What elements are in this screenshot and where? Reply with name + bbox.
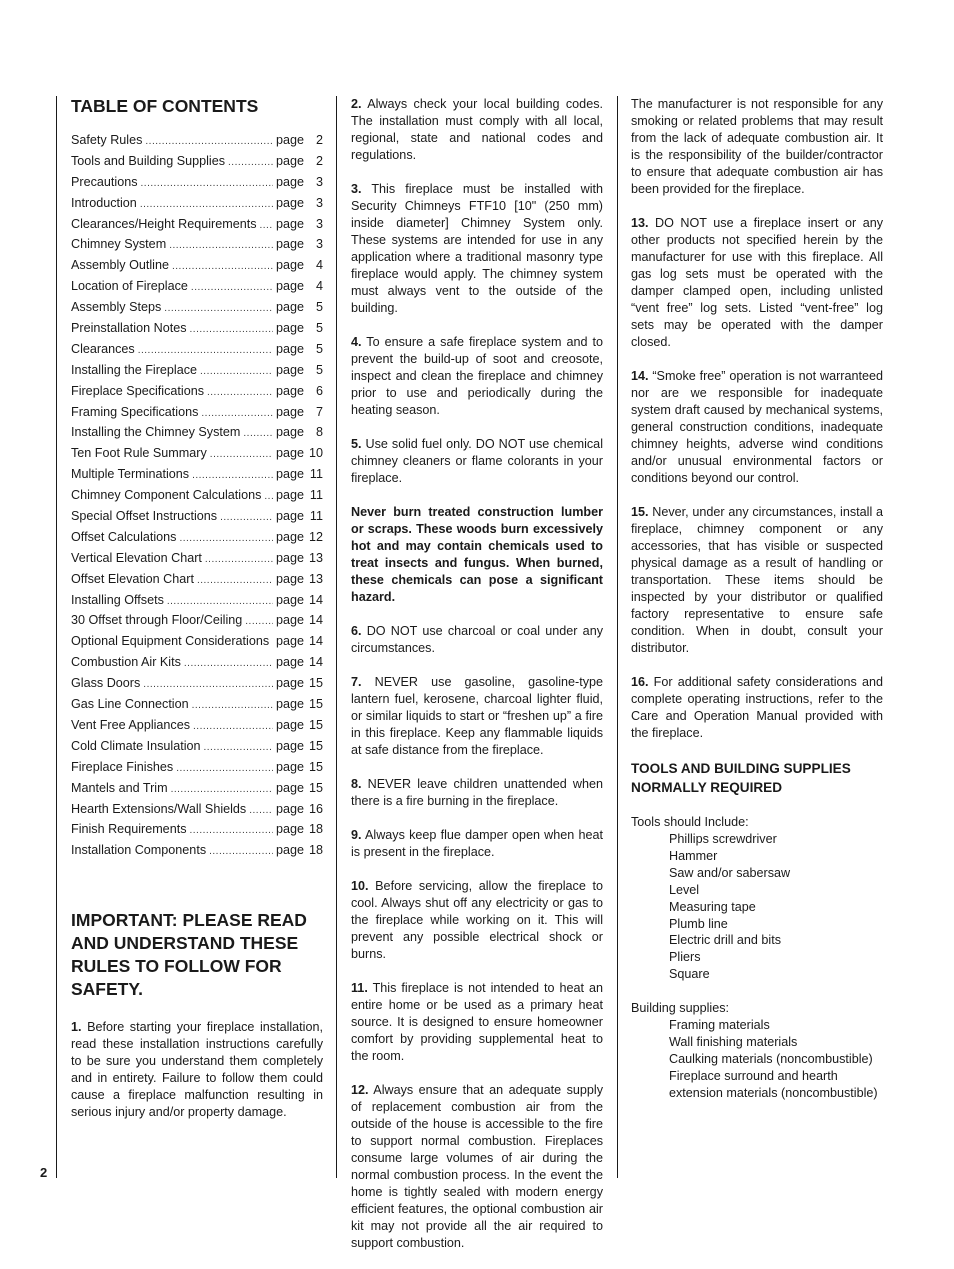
safety-rule bbox=[351, 334, 603, 419]
toc-page-word: page bbox=[276, 592, 305, 607]
toc-page-word: page bbox=[276, 717, 305, 732]
toc-entry-title: Clearances bbox=[71, 341, 135, 356]
toc-entry-title: Optional Equipment Considerations bbox=[71, 634, 270, 649]
rule-text: Never burn treated construction lumber or scraps. These woods burn excessively hot and may contain chemicals used to treat insects and fungus. When burned, these chemicals can pose a significant hazard. bbox=[351, 505, 603, 604]
toc-page-word: page bbox=[276, 383, 305, 398]
toc-entry bbox=[71, 174, 323, 195]
toc-leader-dots bbox=[138, 341, 273, 359]
toc-entry-title: Location of Fireplace bbox=[71, 279, 188, 294]
toc-leader-dots bbox=[190, 320, 273, 338]
toc-entry bbox=[71, 466, 323, 487]
rule-text: Always ensure that an adequate supply of replacement combustion air from the outside of the house is accessible to the fire to support normal combustion. Fireplaces consume large volumes of air during the normal combustion process. In the event the home is tightly sealed with modern energy efficient features, the optional combustion air kit may not provide all the air required to support combustion. bbox=[351, 1083, 603, 1250]
column-rule-middle bbox=[336, 96, 337, 1178]
toc-page-number: 5 bbox=[315, 362, 323, 377]
toc-page-word: page bbox=[276, 446, 305, 461]
list-item: Plumb line bbox=[669, 916, 728, 931]
rule-text: Always check your local building codes. The installation must comply with all local, regional, state and national codes and regulations. bbox=[351, 97, 603, 162]
toc-page-word: page bbox=[276, 467, 305, 482]
toc-entry bbox=[71, 717, 323, 738]
toc-entry-title: Cold Climate Insulation bbox=[71, 738, 201, 753]
toc-entry-title: Fireplace Finishes bbox=[71, 759, 174, 774]
toc-page-number: 2 bbox=[315, 153, 323, 168]
toc-page-number: 12 bbox=[308, 529, 323, 544]
toc-entry-title: Assembly Outline bbox=[71, 258, 169, 273]
toc-entry bbox=[71, 696, 323, 717]
rule-text: This fireplace must be installed with Security Chimneys FTF10 [10" (250 mm) inside diameter] Chimney System only. These systems are intended for use in any application where a traditional masonry type fireplace would apply. The chimney system must always vent to the outside of the building. bbox=[351, 182, 603, 315]
toc-entry-title: Finish Requirements bbox=[71, 822, 187, 837]
toc-entry-title: Tools and Building Supplies bbox=[71, 153, 226, 168]
toc-page-word: page bbox=[276, 780, 305, 795]
toc-leader-dots bbox=[245, 612, 273, 630]
toc-page-word: page bbox=[276, 279, 305, 294]
toc-page-number: 15 bbox=[308, 759, 323, 774]
toc-leader-dots bbox=[176, 759, 273, 777]
toc-entry-title: Chimney Component Calculations bbox=[71, 488, 262, 503]
toc-page-word: page bbox=[276, 488, 305, 503]
rule-number: 11. bbox=[351, 981, 368, 995]
rule-text: Use solid fuel only. DO NOT use chemical chimney cleaners or flame colorants in your fireplace. bbox=[351, 437, 603, 485]
toc-page-number: 7 bbox=[315, 404, 323, 419]
tools-list bbox=[669, 831, 883, 983]
toc-page-word: page bbox=[276, 153, 305, 168]
toc-leader-dots bbox=[140, 195, 273, 213]
toc-leader-dots bbox=[264, 487, 273, 505]
toc-page-number: 15 bbox=[308, 697, 323, 712]
toc-entry bbox=[71, 362, 323, 383]
toc-entry bbox=[71, 654, 323, 675]
rule-text: NEVER leave children unattended when there is a fire burning in the fireplace. bbox=[351, 777, 603, 808]
page-number: 2 bbox=[40, 1165, 48, 1180]
toc-page-number: 2 bbox=[315, 133, 323, 147]
rule-number: 15. bbox=[631, 505, 649, 519]
toc-entry bbox=[71, 571, 323, 592]
rule-text: To ensure a safe fireplace system and to prevent the build-up of soot and creosote, inspect and clean the fireplace and chimney prior to use and periodically during the heating season. bbox=[351, 335, 603, 417]
toc-page-number: 8 bbox=[315, 425, 323, 440]
safety-rule bbox=[351, 980, 603, 1065]
safety-rule bbox=[351, 436, 603, 487]
toc-page-number: 10 bbox=[308, 446, 323, 461]
list-item: Square bbox=[669, 967, 710, 982]
list-item: Hammer bbox=[669, 848, 718, 863]
toc-leader-dots bbox=[192, 696, 273, 714]
toc-entry-title: Safety Rules bbox=[71, 133, 143, 147]
toc-entry-title: Combustion Air Kits bbox=[71, 655, 181, 670]
toc-entry bbox=[71, 633, 323, 654]
toc-entry-title: Gas Line Connection bbox=[71, 697, 189, 712]
toc-entry bbox=[71, 445, 323, 466]
toc-entry-title: Preinstallation Notes bbox=[71, 321, 187, 336]
rule-number: 5. bbox=[351, 437, 362, 451]
rule-text: The manufacturer is not responsible for any smoking or related problems that may result from the lack of adequate combustion air. It is the responsibility of the builder/contractor to ensure that adequate combustion air has been provided for the fireplace. bbox=[631, 97, 883, 196]
rule-number: 1. bbox=[71, 1020, 82, 1035]
toc-entry-title: Assembly Steps bbox=[71, 300, 162, 315]
toc-leader-dots bbox=[184, 654, 273, 672]
rule-text: Before starting your fireplace installation, read these installation instructions carefully to be sure you understand them completely and in entirety. Failure to follow them could cause a fireplace malfunction resulting in serious injury and/or property damage. bbox=[71, 1020, 323, 1120]
toc-page-word: page bbox=[276, 759, 305, 774]
rule-text: This fireplace is not intended to heat an entire home or be used as a primary heat source. It is designed to ensure homeowner comfort by providing supplemental heat to the room. bbox=[351, 981, 603, 1063]
safety-note bbox=[631, 96, 883, 198]
toc-title: TABLE OF CONTENTS bbox=[71, 96, 259, 116]
toc-page-number: 5 bbox=[315, 341, 323, 356]
toc-leader-dots bbox=[143, 675, 273, 693]
toc-page-word: page bbox=[276, 174, 305, 189]
toc-entry bbox=[71, 508, 323, 529]
toc-entry-title: 30 Offset through Floor/Ceiling bbox=[71, 613, 243, 628]
toc-page-number: 15 bbox=[308, 780, 323, 795]
toc-page-number: 14 bbox=[308, 655, 323, 670]
safety-rule bbox=[71, 1019, 323, 1121]
toc-entry bbox=[71, 592, 323, 613]
safety-rule bbox=[351, 96, 603, 164]
toc-page-number: 15 bbox=[308, 676, 323, 691]
supplies-list bbox=[669, 1017, 883, 1102]
rule-text: “Smoke free” operation is not warranteed nor are we responsible for inadequate system draft caused by mechanical systems, general construction conditions, inadequate chimney heights, adverse wind conditions and/or unusual environmental factors or conditions beyond our control. bbox=[631, 369, 883, 485]
list-item: Pliers bbox=[669, 950, 701, 965]
toc-entry bbox=[71, 738, 323, 759]
toc-leader-dots bbox=[260, 216, 274, 234]
toc-entry bbox=[71, 821, 323, 842]
toc-page-word: page bbox=[276, 634, 305, 649]
toc-leader-dots bbox=[167, 592, 273, 610]
toc-page-word: page bbox=[276, 738, 305, 753]
rule-text: NEVER use gasoline, gasoline-type lantern fuel, kerosene, charcoal lighter fluid, or similar liquids to start or “freshen up” a fire in this fireplace. Keep any flammable liquids at safe distance from the fireplace. bbox=[351, 675, 603, 757]
toc-entry-title: Installing Offsets bbox=[71, 592, 164, 607]
list-item: Level bbox=[669, 882, 700, 897]
supplies-intro: Building supplies: bbox=[631, 1001, 730, 1016]
rule-number: 9. bbox=[351, 828, 362, 842]
toc-page-number: 5 bbox=[315, 300, 323, 315]
rule-number: 13. bbox=[631, 216, 649, 230]
toc-leader-dots bbox=[200, 362, 273, 380]
toc-page-word: page bbox=[276, 133, 305, 147]
toc-entry bbox=[71, 278, 323, 299]
safety-rules-part-3 bbox=[631, 96, 883, 742]
toc-page-number: 4 bbox=[315, 258, 323, 273]
toc-page-word: page bbox=[276, 571, 305, 586]
toc-leader-dots bbox=[197, 571, 273, 589]
toc-page-number: 3 bbox=[315, 174, 323, 189]
list-item: Saw and/or sabersaw bbox=[669, 865, 791, 880]
toc-page-number: 4 bbox=[315, 279, 323, 294]
toc-leader-dots bbox=[205, 550, 273, 568]
safety-rule bbox=[351, 1082, 603, 1252]
toc-page-number: 13 bbox=[308, 571, 323, 586]
toc-entry bbox=[71, 132, 323, 153]
rule-number: 6. bbox=[351, 624, 362, 638]
toc-entry bbox=[71, 216, 323, 237]
column-3 bbox=[631, 96, 883, 1119]
toc-page-number: 3 bbox=[315, 195, 323, 210]
toc-leader-dots bbox=[190, 821, 274, 839]
toc-entry-title: Offset Elevation Chart bbox=[71, 571, 194, 586]
toc-page-word: page bbox=[276, 676, 305, 691]
list-item: Phillips screwdriver bbox=[669, 832, 777, 846]
safety-note bbox=[351, 504, 603, 606]
toc-leader-dots bbox=[210, 445, 273, 463]
toc-page-word: page bbox=[276, 425, 305, 440]
toc-page-word: page bbox=[276, 550, 305, 565]
toc-page-number: 16 bbox=[308, 801, 323, 816]
toc-entry bbox=[71, 404, 323, 425]
column-rule-right bbox=[617, 96, 618, 1178]
toc-entry bbox=[71, 801, 323, 822]
toc-entry bbox=[71, 842, 323, 863]
toc-entry-title: Ten Foot Rule Summary bbox=[71, 446, 207, 461]
safety-rules-part-2 bbox=[351, 96, 603, 1252]
safety-rule bbox=[351, 878, 603, 963]
toc-page-number: 14 bbox=[308, 592, 323, 607]
toc-leader-dots bbox=[145, 132, 273, 150]
table-of-contents bbox=[71, 132, 323, 863]
toc-leader-dots bbox=[171, 780, 273, 798]
toc-page-word: page bbox=[276, 655, 305, 670]
column-rule-left bbox=[56, 96, 57, 1178]
safety-rules-part-1 bbox=[71, 1019, 323, 1121]
toc-page-word: page bbox=[276, 697, 305, 712]
toc-entry-title: Vertical Elevation Chart bbox=[71, 550, 202, 565]
tools-heading: TOOLS AND BUILDING SUPPLIES NORMALLY REQUIRED bbox=[631, 761, 851, 795]
toc-leader-dots bbox=[201, 404, 273, 422]
toc-leader-dots bbox=[209, 842, 273, 860]
toc-leader-dots bbox=[179, 529, 273, 547]
rule-number: 14. bbox=[631, 369, 649, 383]
toc-page-word: page bbox=[276, 822, 305, 837]
toc-entry bbox=[71, 195, 323, 216]
toc-page-word: page bbox=[276, 195, 305, 210]
toc-leader-dots bbox=[192, 466, 273, 484]
toc-entry-title: Hearth Extensions/Wall Shields bbox=[71, 801, 247, 816]
toc-page-number: 15 bbox=[308, 738, 323, 753]
toc-page-word: page bbox=[276, 216, 305, 231]
toc-entry bbox=[71, 759, 323, 780]
toc-entry-title: Installation Components bbox=[71, 843, 207, 858]
toc-leader-dots bbox=[191, 278, 273, 296]
toc-page-number: 5 bbox=[315, 321, 323, 336]
toc-page-word: page bbox=[276, 258, 305, 273]
toc-leader-dots bbox=[249, 801, 273, 819]
toc-entry bbox=[71, 550, 323, 571]
toc-entry-title: Introduction bbox=[71, 195, 137, 210]
toc-entry-title: Special Offset Instructions bbox=[71, 509, 218, 524]
toc-entry bbox=[71, 487, 323, 508]
rule-number: 12. bbox=[351, 1083, 369, 1097]
toc-page-word: page bbox=[276, 529, 305, 544]
rule-number: 3. bbox=[351, 182, 362, 196]
rule-text: Always keep flue damper open when heat is present in the fireplace. bbox=[351, 828, 603, 859]
toc-page-number: 3 bbox=[315, 216, 323, 231]
toc-page-number: 3 bbox=[315, 237, 323, 252]
toc-page-word: page bbox=[276, 801, 305, 816]
rule-number: 2. bbox=[351, 97, 362, 111]
toc-entry-title: Multiple Terminations bbox=[71, 467, 190, 482]
toc-page-word: page bbox=[276, 509, 305, 524]
toc-leader-dots bbox=[228, 153, 273, 171]
toc-page-word: page bbox=[276, 341, 305, 356]
safety-rule bbox=[631, 215, 883, 351]
list-item: Framing materials bbox=[669, 1018, 770, 1033]
column-1 bbox=[71, 96, 323, 1138]
toc-entry-title: Chimney System bbox=[71, 237, 167, 252]
safety-rule bbox=[351, 776, 603, 810]
toc-entry bbox=[71, 299, 323, 320]
safety-rule bbox=[351, 674, 603, 759]
toc-entry-title: Installing the Chimney System bbox=[71, 425, 241, 440]
toc-page-word: page bbox=[276, 613, 305, 628]
toc-page-number: 18 bbox=[308, 843, 323, 858]
toc-entry-title: Vent Free Appliances bbox=[71, 717, 191, 732]
toc-page-word: page bbox=[276, 321, 305, 336]
list-item: Wall finishing materials bbox=[669, 1035, 798, 1050]
toc-leader-dots bbox=[204, 738, 274, 756]
toc-entry-title: Precautions bbox=[71, 174, 138, 189]
toc-page-word: page bbox=[276, 404, 305, 419]
toc-entry-title: Fireplace Specifications bbox=[71, 383, 204, 398]
toc-entry bbox=[71, 424, 323, 445]
toc-page-word: page bbox=[276, 300, 305, 315]
toc-page-number: 14 bbox=[308, 613, 323, 628]
list-item: Measuring tape bbox=[669, 899, 756, 914]
toc-leader-dots bbox=[243, 424, 273, 442]
toc-page-number: 11 bbox=[309, 509, 323, 524]
toc-page-number: 15 bbox=[308, 717, 323, 732]
safety-rule bbox=[631, 674, 883, 742]
toc-entry bbox=[71, 341, 323, 362]
rule-text: DO NOT use a fireplace insert or any other products not specified herein by the manufacturer for use with this fireplace. All gas log sets must be operated with the damper clamped open, including unlisted “vent free” log sets. Listed “vent-free” log sets may be operated with the damper closed. bbox=[631, 216, 883, 349]
toc-page-number: 13 bbox=[308, 550, 323, 565]
rule-number: 8. bbox=[351, 777, 362, 791]
toc-entry bbox=[71, 153, 323, 174]
rule-number: 4. bbox=[351, 335, 362, 349]
toc-page-word: page bbox=[276, 843, 305, 858]
list-item: Caulking materials (noncombustible) bbox=[669, 1051, 873, 1066]
toc-leader-dots bbox=[164, 299, 273, 317]
tools-intro: Tools should Include: bbox=[631, 815, 749, 829]
safety-rule bbox=[631, 504, 883, 657]
toc-entry bbox=[71, 612, 323, 633]
toc-page-number: 11 bbox=[309, 467, 323, 482]
toc-entry bbox=[71, 320, 323, 341]
toc-entry-title: Framing Specifications bbox=[71, 404, 199, 419]
toc-leader-dots bbox=[193, 717, 273, 735]
toc-entry-title: Clearances/Height Requirements bbox=[71, 216, 257, 231]
toc-entry bbox=[71, 780, 323, 801]
safety-rule bbox=[351, 623, 603, 657]
column-2 bbox=[351, 96, 603, 1269]
rule-number: 10. bbox=[351, 879, 369, 893]
toc-entry-title: Glass Doors bbox=[71, 676, 141, 691]
toc-page-word: page bbox=[276, 362, 305, 377]
safety-rule bbox=[351, 181, 603, 317]
safety-rule bbox=[351, 827, 603, 861]
rule-text: For additional safety considerations and complete operating instructions, refer to the Care and Operation Manual provided with the fireplace. bbox=[631, 675, 883, 740]
list-item: Electric drill and bits bbox=[669, 933, 781, 948]
toc-entry-title: Offset Calculations bbox=[71, 529, 177, 544]
toc-page-number: 6 bbox=[315, 383, 323, 398]
rule-number: 16. bbox=[631, 675, 649, 689]
rule-text: Before servicing, allow the fireplace to cool. Always shut off any electricity or gas to the fireplace while working on it. This will prevent any possible electrical shock or burns. bbox=[351, 879, 603, 961]
safety-rules-heading: IMPORTANT: PLEASE READ AND UNDERSTAND THESE RULES TO FOLLOW FOR SAFETY. bbox=[71, 910, 307, 1000]
toc-entry-title: Installing the Fireplace bbox=[71, 362, 198, 377]
toc-entry bbox=[71, 383, 323, 404]
rule-text: DO NOT use charcoal or coal under any circumstances. bbox=[351, 624, 603, 655]
toc-leader-dots bbox=[272, 633, 273, 651]
list-item: Fireplace surround and hearth extension materials (noncombustible) bbox=[669, 1068, 878, 1100]
toc-page-number: 14 bbox=[308, 634, 323, 649]
toc-page-number: 18 bbox=[308, 822, 323, 837]
toc-leader-dots bbox=[172, 257, 273, 275]
toc-page-word: page bbox=[276, 237, 305, 252]
safety-rule bbox=[631, 368, 883, 487]
toc-leader-dots bbox=[169, 236, 273, 254]
toc-entry-title: Mantels and Trim bbox=[71, 780, 168, 795]
rule-text: Never, under any circumstances, install a fireplace, chimney component or any accessories, that has visible or suspected physical damage as a result of handling or transportation. These items should be inspected by your distributor or qualified factory representative to ensure safe condition. When in doubt, consult your distributor. bbox=[631, 505, 883, 655]
toc-entry bbox=[71, 675, 323, 696]
toc-page-number: 11 bbox=[309, 488, 323, 503]
toc-entry bbox=[71, 529, 323, 550]
rule-number: 7. bbox=[351, 675, 362, 689]
toc-leader-dots bbox=[207, 383, 273, 401]
toc-entry bbox=[71, 236, 323, 257]
toc-leader-dots bbox=[220, 508, 273, 526]
toc-entry bbox=[71, 257, 323, 278]
toc-leader-dots bbox=[141, 174, 273, 192]
